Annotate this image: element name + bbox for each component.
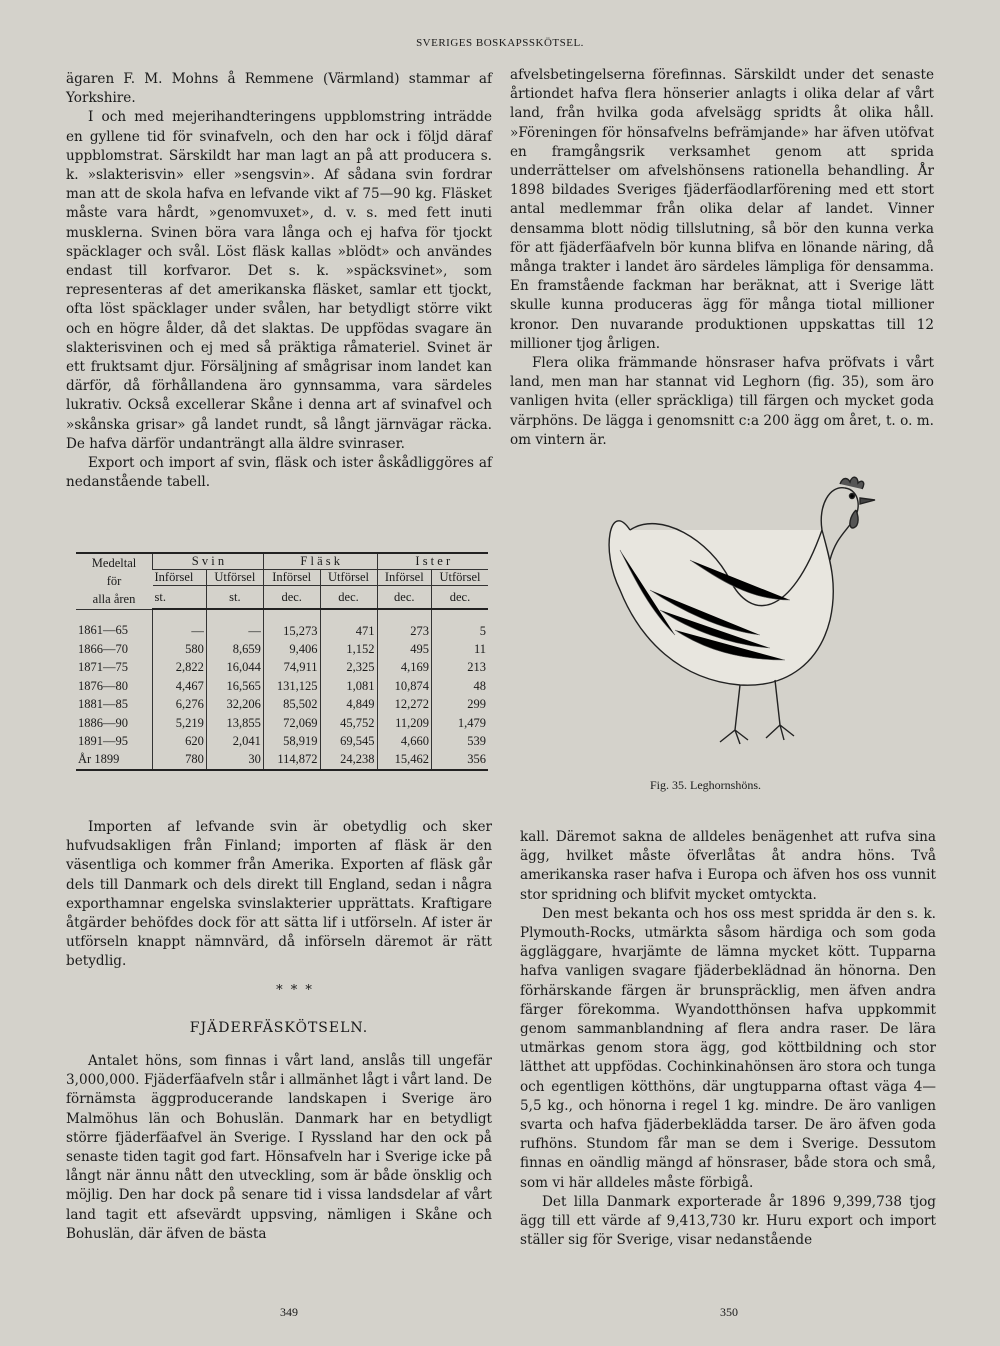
table-cell: 30 <box>206 751 263 770</box>
group-header-svin: S v i n <box>153 553 264 570</box>
table-cell: 15,273 <box>263 609 320 640</box>
paragraph: I och med mejerihandteringens uppblomstring inträdde en gyllene tid för svinafveln, och den har ock i följd däraf uppblomstrat. Särskildt har man lagt an på att producera s. k. »slakterisvin» eller »sengsvin». Af sådana svin fordrar man att de skola hafva en lefvande vikt af 75—90 kg. Fläsket måste vara hårdt, »genomvuxet», d. v. s. med fett inuti musklerna. Svinen böra vara långa och ej hafva för tjockt späcklager och svål. Löst fläsk kallas »blödt» och användes endast till korfvaror. Det s. k. »späcksvinet», som representeras af det amerikanska fläsket, samlar ett tjockt, ofta löst späcklager under svålen, har betydligt större vikt och en högre ålder, då det slaktas. De uppfödas svagare än slakterisvinen och ej med så präktiga råmateriel. Svinet är ett fruktsamt djur. Försäljning af smågrisar inom landet kan därför, då förhållandena äro gynnsamma, vara särdeles lukrativ. Också excellerar Skåne i denna art af svinafvel och »skånska grisar» gå landet rundt, så långt järnvägar räcka. De hafva därför undanträngt alla äldre svinraser. <box>66 109 492 452</box>
table-cell: 1876—80 <box>78 678 128 693</box>
table-row <box>76 696 488 714</box>
table-cell: 495 <box>377 640 431 658</box>
table-cell: 471 <box>320 609 377 640</box>
paragraph: Export och import af svin, fläsk och ister åskådliggöres af nedanstående tabell. <box>66 455 492 491</box>
table-cell: 2,041 <box>206 732 263 750</box>
unit-header: st. <box>153 586 207 610</box>
table-cell: 4,849 <box>320 696 377 714</box>
paragraph: Antalet höns, som finnas i vårt land, anslås till ungefär 3,000,000. Fjäderfäafveln står i allmänhet lågt i vårt land. De förnämsta äggproducerande landskapen i Sverige äro Malmöhus län och Bohuslän. Danmark har en betydligt större fjäderfäafvel än Sverige. I Ryssland har den ock på senaste tiden tagit god fart. Hönsafveln har i Sverige icke på långt när ännu nått den utveckling, som är både önsklig och möjlig. Den har dock på senare tid i vissa landsdelar af vårt land tagit ett afsevärdt uppsving, nämligen i Skåne och Bohuslän, där äfven de bästa <box>66 1053 492 1242</box>
column-header: Införsel <box>377 570 431 586</box>
table-cell: — <box>153 609 207 640</box>
corner-line: Medeltal <box>91 556 137 571</box>
group-header-flask: F l ä s k <box>263 553 377 570</box>
page-number-right: 350 <box>720 1305 738 1319</box>
unit-header: dec. <box>377 586 431 610</box>
left-column-bottom <box>66 1052 492 1244</box>
table-cell: 48 <box>432 677 489 695</box>
right-column-top <box>510 66 934 450</box>
section-title: FJÄDERFÄSKÖTSELN. <box>189 1020 369 1036</box>
table-cell: 10,874 <box>377 677 431 695</box>
unit-header: dec. <box>263 586 320 610</box>
column-header: Utförsel <box>320 570 377 586</box>
table-cell: 1,479 <box>432 714 489 732</box>
table-cell: — <box>206 609 263 640</box>
table-cell: År 1899 <box>76 751 153 770</box>
table-cell: 4,467 <box>153 677 207 695</box>
table-cell: 74,911 <box>263 659 320 677</box>
unit-header: st. <box>206 586 263 610</box>
table-cell: 45,752 <box>320 714 377 732</box>
corner-line: alla åren <box>92 592 136 607</box>
table-cell: 356 <box>432 751 489 770</box>
table-cell: 24,238 <box>320 751 377 770</box>
table-row <box>76 640 488 658</box>
table-cell: 69,545 <box>320 732 377 750</box>
table-cell: 1861—65 <box>78 623 128 638</box>
table-cell: 620 <box>153 732 207 750</box>
table-row <box>76 751 488 770</box>
table-cell: 58,919 <box>263 732 320 750</box>
paragraph: Flera olika främmande hönsraser hafva pröfvats i vårt land, men man har stannat vid Leghorn (fig. 35), som äro vanligen hvita (eller spräckliga) till färgen och mycket goda värphöns. De lägga i genomsnitt c:a 200 ägg om året, t. o. m. om vintern är. <box>510 355 934 448</box>
import-export-table <box>76 552 488 771</box>
paragraph: Importen af lefvande svin är obetydlig och sker hufvudsakligen från Finland; importen af fläsk är den väsentliga och kommer från Amerika. Exporten af fläsk går dels till Danmark och dels direkt till England, sedan i några exporthamnar engelska svinslakterier upprättats. Kraftigare åtgärder behöfdes dock för att sätta lif i utförseln. Af ister är utförseln knappt nämnvärd, då införseln däremot är rätt betydlig. <box>66 819 492 970</box>
table-cell: 1881—85 <box>78 697 128 712</box>
table-cell: 1,152 <box>320 640 377 658</box>
left-column-mid <box>66 818 492 972</box>
table-cell: 114,872 <box>263 751 320 770</box>
paragraph: Den mest bekanta och hos oss mest spridda är den s. k. Plymouth-Rocks, utmärkta såsom härdiga och som goda äggläggare, hvarjämte de lämna mycket kött. Tupparna hafva vanligen svagare fjäderbeklädnad än hönorna. Den förhärskande färgen är brunspräcklig, men äfven andra färger förekomma. Wyandotthönsen hafva uppkommit genom sammanblandning af flera andra raser. De lära utmärkas genom stora ägg, god köttbildning och stor lätthet att uppfödas. Cochinkinahönsen äro stora och tunga och egentligen kötthöns, där ungtupparna oftast väga 4—5,5 kg., och hönorna i regel 1 kg. mindre. De äro vanligen svarta och hafva fjäderbeklädda tarser. De äro äfven goda rufhöns. Stundom får man se dem i Sverige. Dessutom finnas en oändlig mängd af hönsraser, både stora och små, som vi här alldeles måste förbigå. <box>520 905 936 1191</box>
table-cell: 299 <box>432 696 489 714</box>
table-row <box>76 609 488 640</box>
paragraph: kall. Däremot sakna de alldeles benägenhet att rufva sina ägg, hvilket måste öfverlåtas åt andra höns. Två amerikanska raser hafva i Europa och äfven hos oss vunnit stor spridning och blifvit mycket omtyckta. <box>520 829 936 903</box>
right-column-bottom <box>520 828 936 1250</box>
table-cell: 11 <box>432 640 489 658</box>
table-cell: 1871—75 <box>78 660 128 675</box>
column-header: Införsel <box>153 570 207 586</box>
table-cell: 12,272 <box>377 696 431 714</box>
table-cell: 273 <box>377 609 431 640</box>
figure-caption: Fig. 35. Leghornshöns. <box>650 778 761 792</box>
unit-header: dec. <box>320 586 377 610</box>
table-cell: 72,069 <box>263 714 320 732</box>
table-cell: 85,502 <box>263 696 320 714</box>
table-row <box>76 677 488 695</box>
table-cell: 5,219 <box>153 714 207 732</box>
table-cell: 4,169 <box>377 659 431 677</box>
leghorn-hen-illustration <box>590 470 890 770</box>
table-body <box>76 609 488 770</box>
table-cell: 16,044 <box>206 659 263 677</box>
table-cell: 6,276 <box>153 696 207 714</box>
column-header: Utförsel <box>206 570 263 586</box>
page-number-left: 349 <box>280 1305 298 1319</box>
column-header: Utförsel <box>432 570 489 586</box>
column-header: Införsel <box>263 570 320 586</box>
table-cell: 1886—90 <box>78 715 128 730</box>
table-cell: 1891—95 <box>78 734 128 749</box>
table-cell: 9,406 <box>263 640 320 658</box>
table-cell: 4,660 <box>377 732 431 750</box>
running-header: SVERIGES BOSKAPSSKÖTSEL. <box>416 37 584 49</box>
section-stars: * * * <box>276 983 314 998</box>
group-header-ister: I s t e r <box>377 553 488 570</box>
table-cell: 131,125 <box>263 677 320 695</box>
table-cell: 580 <box>153 640 207 658</box>
table-cell: 1,081 <box>320 677 377 695</box>
table-cell: 213 <box>432 659 489 677</box>
table-cell: 5 <box>432 609 489 640</box>
table-cell: 2,822 <box>153 659 207 677</box>
table-row <box>76 732 488 750</box>
table-row <box>76 714 488 732</box>
table-cell: 2,325 <box>320 659 377 677</box>
paragraph: afvelsbetingelserna förefinnas. Särskildt under det senaste årtiondet hafva flera hönserier anlagts i olika delar af vårt land, från hvilka goda afvelsägg spridts åt olika håll. »Föreningen för hönsafvelns befrämjande» har äfven utöfvat en framgångsrik verksamhet genom att sprida underrättelser om afvelshönsens rationella behandling. År 1898 bildades Sveriges fjäderfäodlarförening med ett stort antal medlemmar från olika delar af landet. Vinner densamma blott nödig tillslutning, så bör den kunna verka för att fjäderfäafveln bör kunna blifva en lönande näring, då många trakter i landet äro särdeles lämpliga för densamma. En framstående fackman har beräknat, att i Sverige lätt skulle kunna produceras ägg för många tiotal millioner kronor. Den nuvarande produktionen uppskattas till 12 millioner tjog årligen. <box>510 67 934 352</box>
table-cell: 8,659 <box>206 640 263 658</box>
table-cell: 780 <box>153 751 207 770</box>
table-corner-header <box>76 553 153 609</box>
left-column-top <box>66 70 492 492</box>
table-cell: 1866—70 <box>78 642 128 657</box>
table-cell: 32,206 <box>206 696 263 714</box>
unit-header: dec. <box>432 586 489 610</box>
table-cell: 539 <box>432 732 489 750</box>
table-cell: 16,565 <box>206 677 263 695</box>
table-row <box>76 659 488 677</box>
table-cell: 11,209 <box>377 714 431 732</box>
table-cell: 13,855 <box>206 714 263 732</box>
corner-line: för <box>106 574 122 589</box>
paragraph: Det lilla Danmark exporterade år 1896 9,399,738 tjog ägg till ett värde af 9,413,730 kr. Huru export och import ställer sig för Sverige, visar nedanstående <box>520 1193 936 1249</box>
paragraph: ägaren F. M. Mohns å Remmene (Värmland) stammar af Yorkshire. <box>66 71 492 107</box>
table-cell: 15,462 <box>377 751 431 770</box>
